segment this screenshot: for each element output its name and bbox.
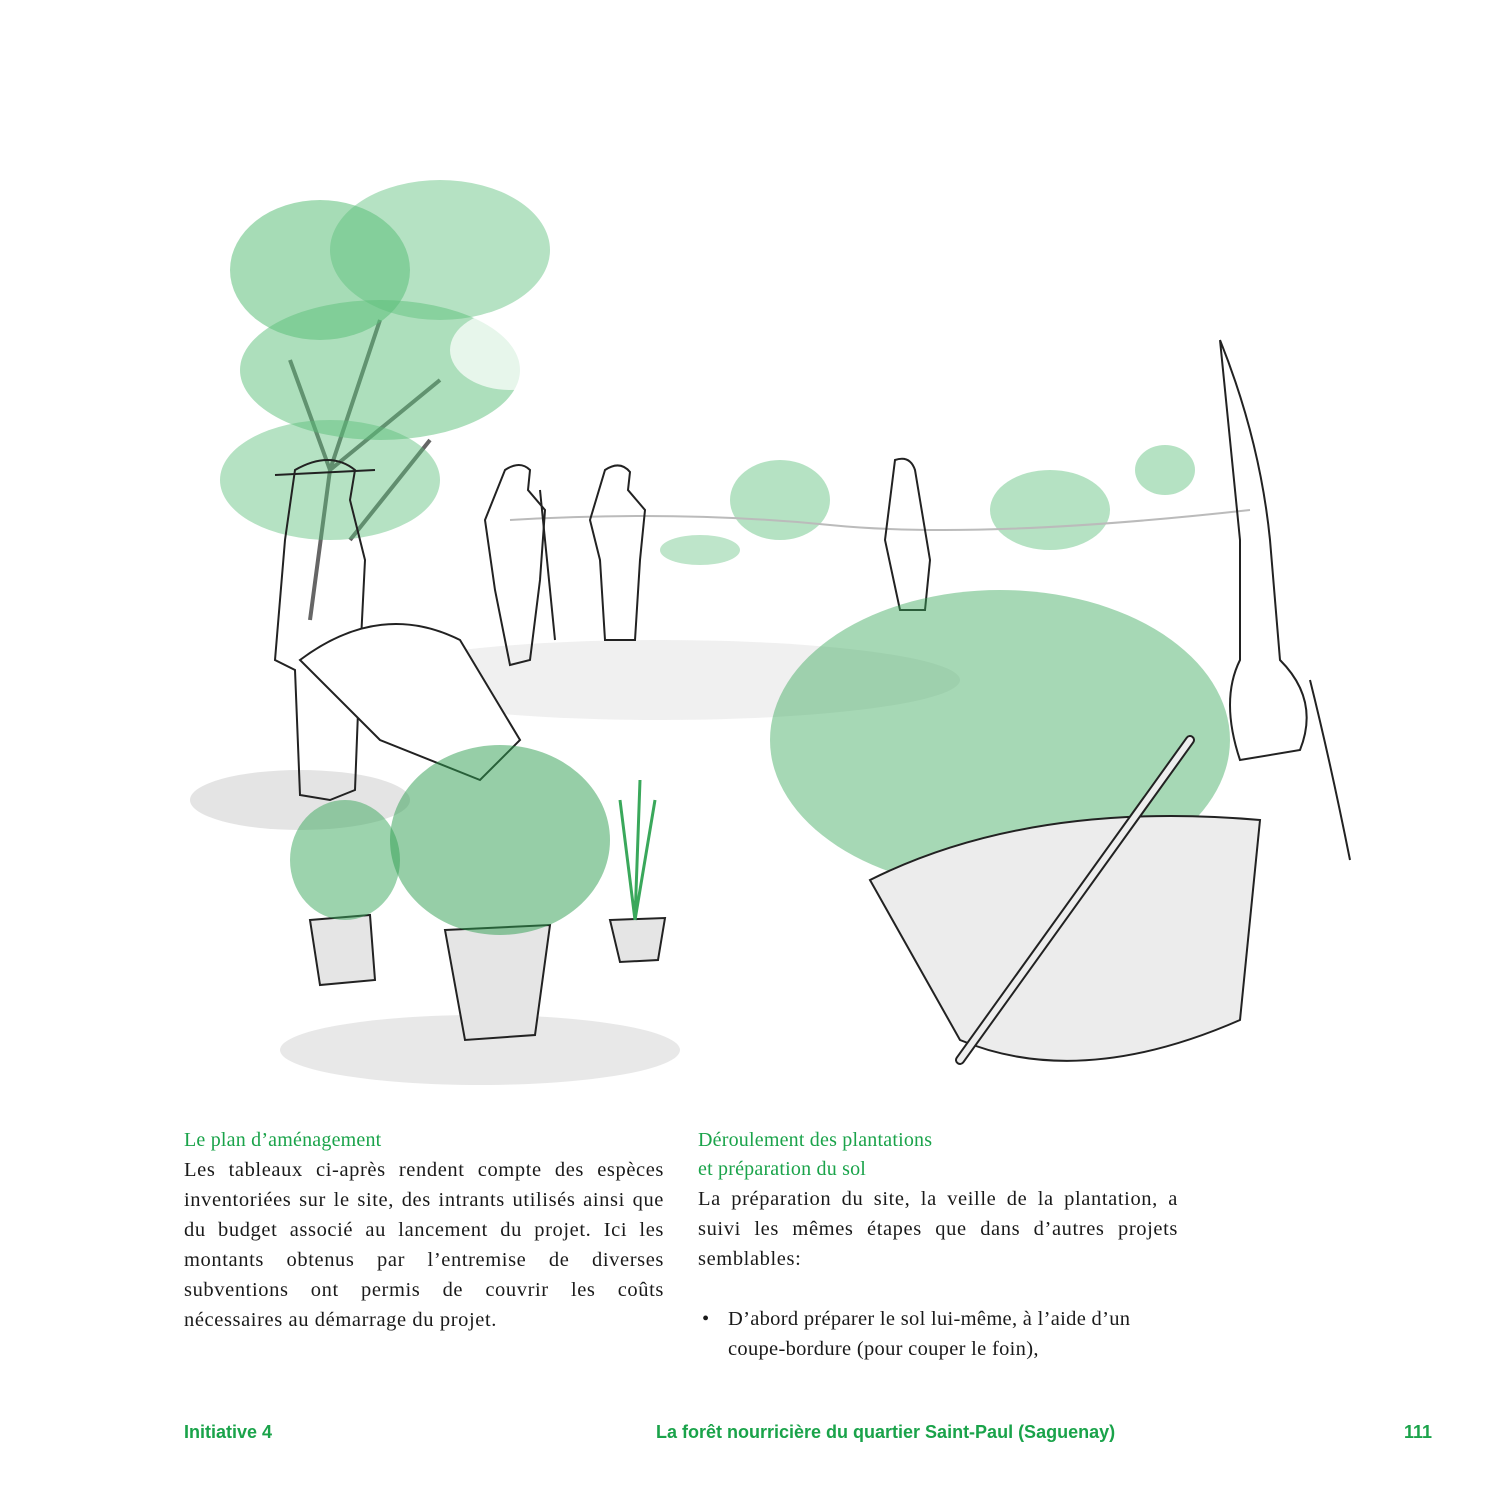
list-item	[698, 1304, 1178, 1364]
paragraph-deroulement: La préparation du site, la veille de la plantation, a suivi les mêmes étapes que dans d’autres projets semblables:	[698, 1188, 1178, 1270]
steps-list	[698, 1304, 1178, 1364]
illustration	[180, 140, 1360, 1100]
right-column	[698, 1126, 1178, 1364]
paragraph-plan: Les tableaux ci-après rendent compte des espèces inventoriées sur le site, des intrants utilisés ainsi que du budget associé au lancement du projet. Ici les montants obtenus par l’entremise de diverses subventions ont permis de couvrir les coûts nécessaires au démarrage du projet.	[184, 1159, 664, 1331]
footer-section: Initiative 4	[184, 1422, 273, 1442]
list-item-text: D’abord préparer le sol lui-même, à l’aide d’un coupe-bordure (pour couper le foin),	[728, 1308, 1131, 1360]
page-number: 111	[1403, 1422, 1432, 1442]
planting-scene-illustration	[180, 140, 1360, 1100]
page-footer	[184, 1422, 1432, 1448]
heading-line-1: Déroulement des plantations	[698, 1129, 933, 1151]
section-heading-deroulement	[698, 1126, 1178, 1184]
left-column	[184, 1126, 664, 1335]
heading-line-2: et préparation du sol	[698, 1158, 867, 1180]
footer-title: La forêt nourricière du quartier Saint-Paul (Saguenay)	[656, 1422, 1116, 1442]
section-heading-plan: Le plan d’aménagement	[184, 1129, 382, 1151]
bullet-icon: •	[702, 1308, 710, 1330]
tree-icon	[220, 180, 570, 620]
